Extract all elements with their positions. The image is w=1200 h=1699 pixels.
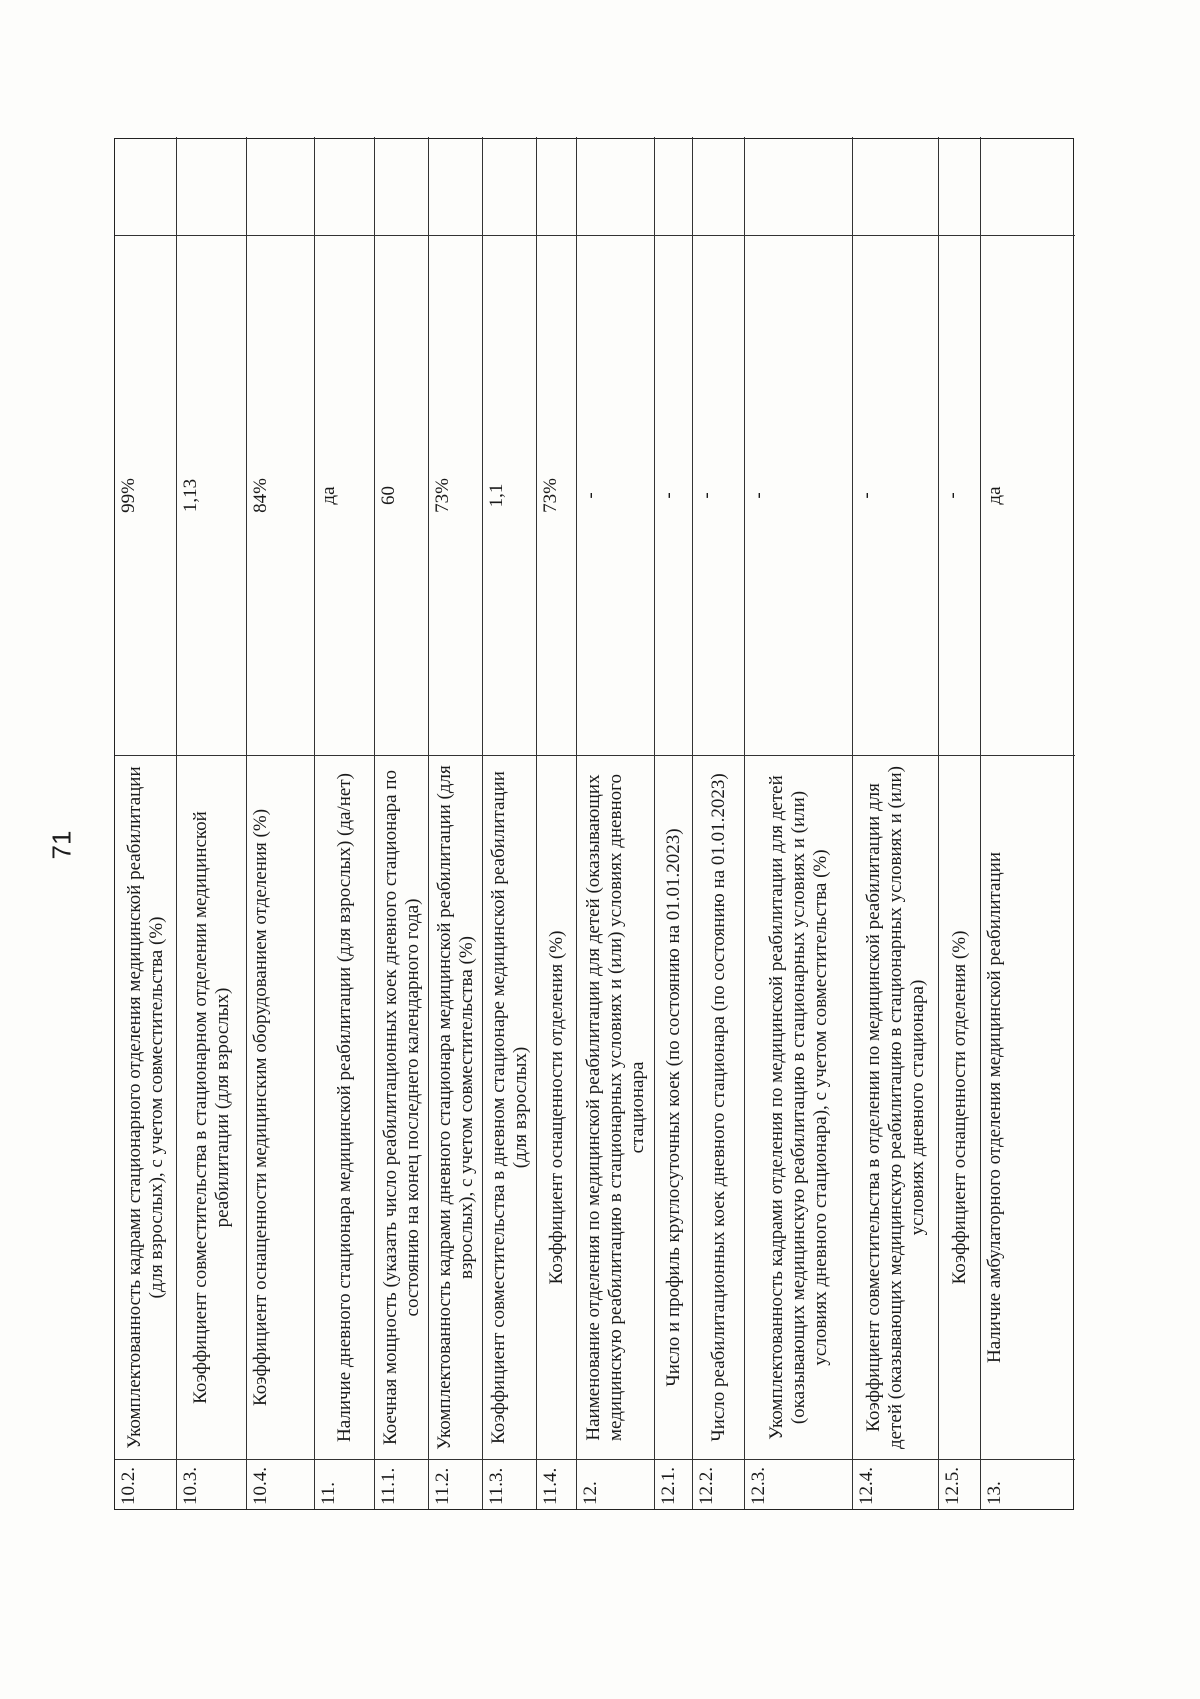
row-number: 12.3. [745, 1459, 852, 1509]
row-number: 12.1. [655, 1459, 692, 1509]
row-number: 13. [981, 1459, 1075, 1509]
row-indicator-name: Укомплектованность кадрами дневного стационара медицинской реабилитации (для взрослых), с учетом совместительства (%) [429, 755, 482, 1459]
row-extra-cell [375, 137, 428, 235]
row-value: - [745, 235, 852, 755]
row-number: 12. [577, 1459, 654, 1509]
row-number: 11.2. [429, 1459, 482, 1509]
row-value: - [693, 235, 744, 755]
row-extra-cell [939, 137, 980, 235]
indicators-table [114, 138, 1074, 1510]
row-number: 10.4. [247, 1459, 314, 1509]
table-row [577, 137, 655, 1509]
row-extra-cell [655, 137, 692, 235]
row-indicator-name: Число реабилитационных коек дневного стационара (по состоянию на 01.01.2023) [693, 755, 744, 1459]
row-extra-cell [247, 137, 314, 235]
row-extra-cell [981, 137, 1075, 235]
row-number: 11.3. [483, 1459, 536, 1509]
row-number: 12.2. [693, 1459, 744, 1509]
row-indicator-name: Коэффициент совместительства в отделении по медицинской реабилитации для детей (оказывающих медицинскую реабилитацию в стационарных условиях и (или) условиях дневного стационара) [853, 755, 938, 1459]
row-value: - [939, 235, 980, 755]
page-number: 71 [46, 830, 77, 860]
table-row [537, 137, 577, 1509]
table-row [315, 137, 375, 1509]
row-extra-cell [853, 137, 938, 235]
row-indicator-name: Коэффициент совместительства в стационарном отделении медицинской реабилитации (для взрослых) [177, 755, 246, 1459]
table-row [177, 137, 247, 1509]
row-number: 11.1. [375, 1459, 428, 1509]
table-row [853, 137, 939, 1509]
row-value: да [981, 235, 1075, 755]
row-indicator-name: Коэффициент совместительства в дневном стационаре медицинской реабилитации (для взрослых) [483, 755, 536, 1459]
row-indicator-name: Наименование отделения по медицинской реабилитации для детей (оказывающих медицинскую реабилитацию в стационарных условиях и (или) условиях дневного стационара [577, 755, 654, 1459]
row-value: - [853, 235, 938, 755]
row-indicator-name: Укомплектованность кадрами отделения по медицинской реабилитации для детей (оказывающих медицинскую реабилитацию в стационарных условиях и (или) условиях дневного стационара), с учетом совместительства (%) [745, 755, 852, 1459]
row-value: 1,1 [483, 235, 536, 755]
row-number: 12.4. [853, 1459, 938, 1509]
row-value: - [577, 235, 654, 755]
row-extra-cell [537, 137, 576, 235]
row-extra-cell [483, 137, 536, 235]
row-extra-cell [693, 137, 744, 235]
table-row [655, 137, 693, 1509]
table-row [247, 137, 315, 1509]
table-row [429, 137, 483, 1509]
row-value: 1,13 [177, 235, 246, 755]
row-value: 84% [247, 235, 314, 755]
table-row [745, 137, 853, 1509]
row-indicator-name: Наличие амбулаторного отделения медицинской реабилитации [981, 755, 1075, 1459]
row-number: 11.4. [537, 1459, 576, 1509]
row-indicator-name: Коэффициент оснащенности отделения (%) [537, 755, 576, 1459]
row-extra-cell [177, 137, 246, 235]
row-extra-cell [429, 137, 482, 235]
table-row [115, 137, 177, 1509]
row-indicator-name: Коечная мощность (указать число реабилитационных коек дневного стационара по состоянию на конец последнего календарного года) [375, 755, 428, 1459]
row-value: 99% [115, 235, 176, 755]
table-row [375, 137, 429, 1509]
row-number: 12.5. [939, 1459, 980, 1509]
row-extra-cell [315, 137, 374, 235]
row-number: 10.3. [177, 1459, 246, 1509]
row-number: 11. [315, 1459, 374, 1509]
table-row [939, 137, 981, 1509]
table-row [693, 137, 745, 1509]
row-number: 10.2. [115, 1459, 176, 1509]
row-value: 73% [537, 235, 576, 755]
row-indicator-name: Число и профиль круглосуточных коек (по состоянию на 01.01.2023) [655, 755, 692, 1459]
table-row [981, 137, 1075, 1509]
row-value: - [655, 235, 692, 755]
row-extra-cell [577, 137, 654, 235]
row-indicator-name: Укомплектованность кадрами стационарного отделения медицинской реабилитации (для взрослых), с учетом совместительства (%) [115, 755, 176, 1459]
row-indicator-name: Коэффициент оснащенности отделения (%) [939, 755, 980, 1459]
row-extra-cell [115, 137, 176, 235]
row-indicator-name: Наличие дневного стационара медицинской реабилитации (для взрослых) (да/нет) [315, 755, 374, 1459]
row-value: 60 [375, 235, 428, 755]
table-row [483, 137, 537, 1509]
row-indicator-name: Коэффициент оснащенности медицинским оборудованием отделения (%) [247, 755, 314, 1459]
row-value: 73% [429, 235, 482, 755]
row-extra-cell [745, 137, 852, 235]
row-value: да [315, 235, 374, 755]
